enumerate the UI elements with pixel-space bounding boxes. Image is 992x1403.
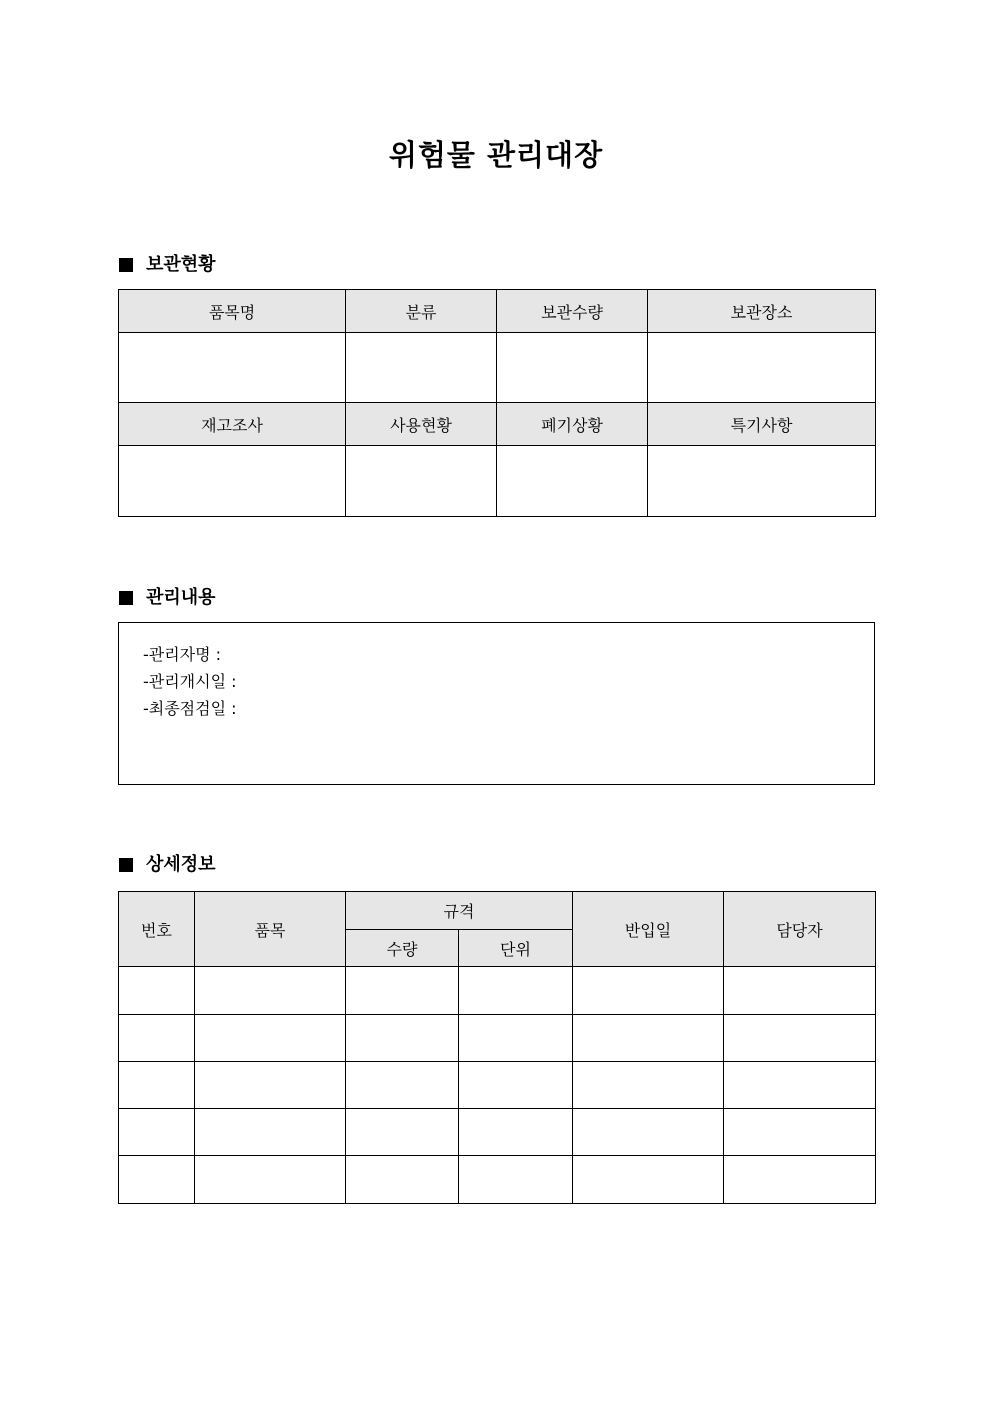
management-heading-label: 관리내용 (146, 587, 216, 608)
cell-usage-status[interactable] (346, 446, 497, 517)
storage-section-heading (119, 253, 216, 277)
cell-item[interactable] (195, 1062, 346, 1109)
cell-unit[interactable] (459, 1109, 573, 1156)
header-quantity: 수량 (346, 930, 459, 967)
cell-manager[interactable] (724, 1062, 876, 1109)
cell-quantity[interactable] (346, 1062, 459, 1109)
header-unit: 단위 (459, 930, 573, 967)
table-row (119, 1109, 876, 1156)
square-bullet-icon (119, 591, 133, 605)
cell-category[interactable] (346, 333, 497, 403)
header-item-name: 품목명 (119, 290, 346, 333)
page-title: 위험물 관리대장 (388, 138, 604, 172)
header-date-in: 반입일 (573, 892, 724, 967)
header-storage-location: 보관장소 (648, 290, 876, 333)
cell-unit[interactable] (459, 1156, 573, 1204)
management-box[interactable] (118, 622, 875, 785)
header-disposal-status: 폐기상황 (497, 403, 648, 446)
cell-remarks[interactable] (648, 446, 876, 517)
cell-storage-location[interactable] (648, 333, 876, 403)
start-date-line: -관리개시일 : (143, 672, 237, 691)
cell-unit[interactable] (459, 1015, 573, 1062)
cell-date-in[interactable] (573, 1015, 724, 1062)
table-row (119, 1015, 876, 1062)
cell-manager[interactable] (724, 1156, 876, 1204)
cell-number[interactable] (119, 967, 195, 1015)
manager-name-line: -관리자명 : (143, 645, 222, 664)
cell-quantity[interactable] (346, 1156, 459, 1204)
management-section-heading (119, 586, 216, 610)
cell-quantity[interactable] (346, 967, 459, 1015)
header-item: 품목 (195, 892, 346, 967)
header-inventory-check: 재고조사 (119, 403, 346, 446)
cell-number[interactable] (119, 1109, 195, 1156)
header-number: 번호 (119, 892, 195, 967)
header-category: 분류 (346, 290, 497, 333)
details-section-heading (119, 853, 216, 877)
table-row (119, 1156, 876, 1204)
cell-number[interactable] (119, 1156, 195, 1204)
header-spec: 규격 (346, 892, 573, 930)
storage-heading-label: 보관현황 (146, 254, 216, 275)
cell-unit[interactable] (459, 1062, 573, 1109)
cell-stored-quantity[interactable] (497, 333, 648, 403)
header-stored-quantity: 보관수량 (497, 290, 648, 333)
header-remarks: 특기사항 (648, 403, 876, 446)
square-bullet-icon (119, 858, 133, 872)
cell-quantity[interactable] (346, 1015, 459, 1062)
cell-quantity[interactable] (346, 1109, 459, 1156)
cell-number[interactable] (119, 1015, 195, 1062)
storage-table (118, 289, 876, 517)
cell-date-in[interactable] (573, 1109, 724, 1156)
cell-item-name[interactable] (119, 333, 346, 403)
table-row (119, 967, 876, 1015)
cell-date-in[interactable] (573, 1062, 724, 1109)
cell-item[interactable] (195, 1156, 346, 1204)
header-manager: 담당자 (724, 892, 876, 967)
cell-manager[interactable] (724, 967, 876, 1015)
header-usage-status: 사용현황 (346, 403, 497, 446)
last-inspection-line: -최종점검일 : (143, 699, 237, 718)
cell-date-in[interactable] (573, 1156, 724, 1204)
details-table (118, 891, 876, 1204)
square-bullet-icon (119, 258, 133, 272)
cell-item[interactable] (195, 1109, 346, 1156)
cell-date-in[interactable] (573, 967, 724, 1015)
table-row (119, 1062, 876, 1109)
cell-item[interactable] (195, 1015, 346, 1062)
cell-item[interactable] (195, 967, 346, 1015)
cell-number[interactable] (119, 1062, 195, 1109)
cell-manager[interactable] (724, 1109, 876, 1156)
cell-inventory-check[interactable] (119, 446, 346, 517)
cell-disposal-status[interactable] (497, 446, 648, 517)
details-heading-label: 상세정보 (146, 854, 216, 875)
cell-manager[interactable] (724, 1015, 876, 1062)
cell-unit[interactable] (459, 967, 573, 1015)
